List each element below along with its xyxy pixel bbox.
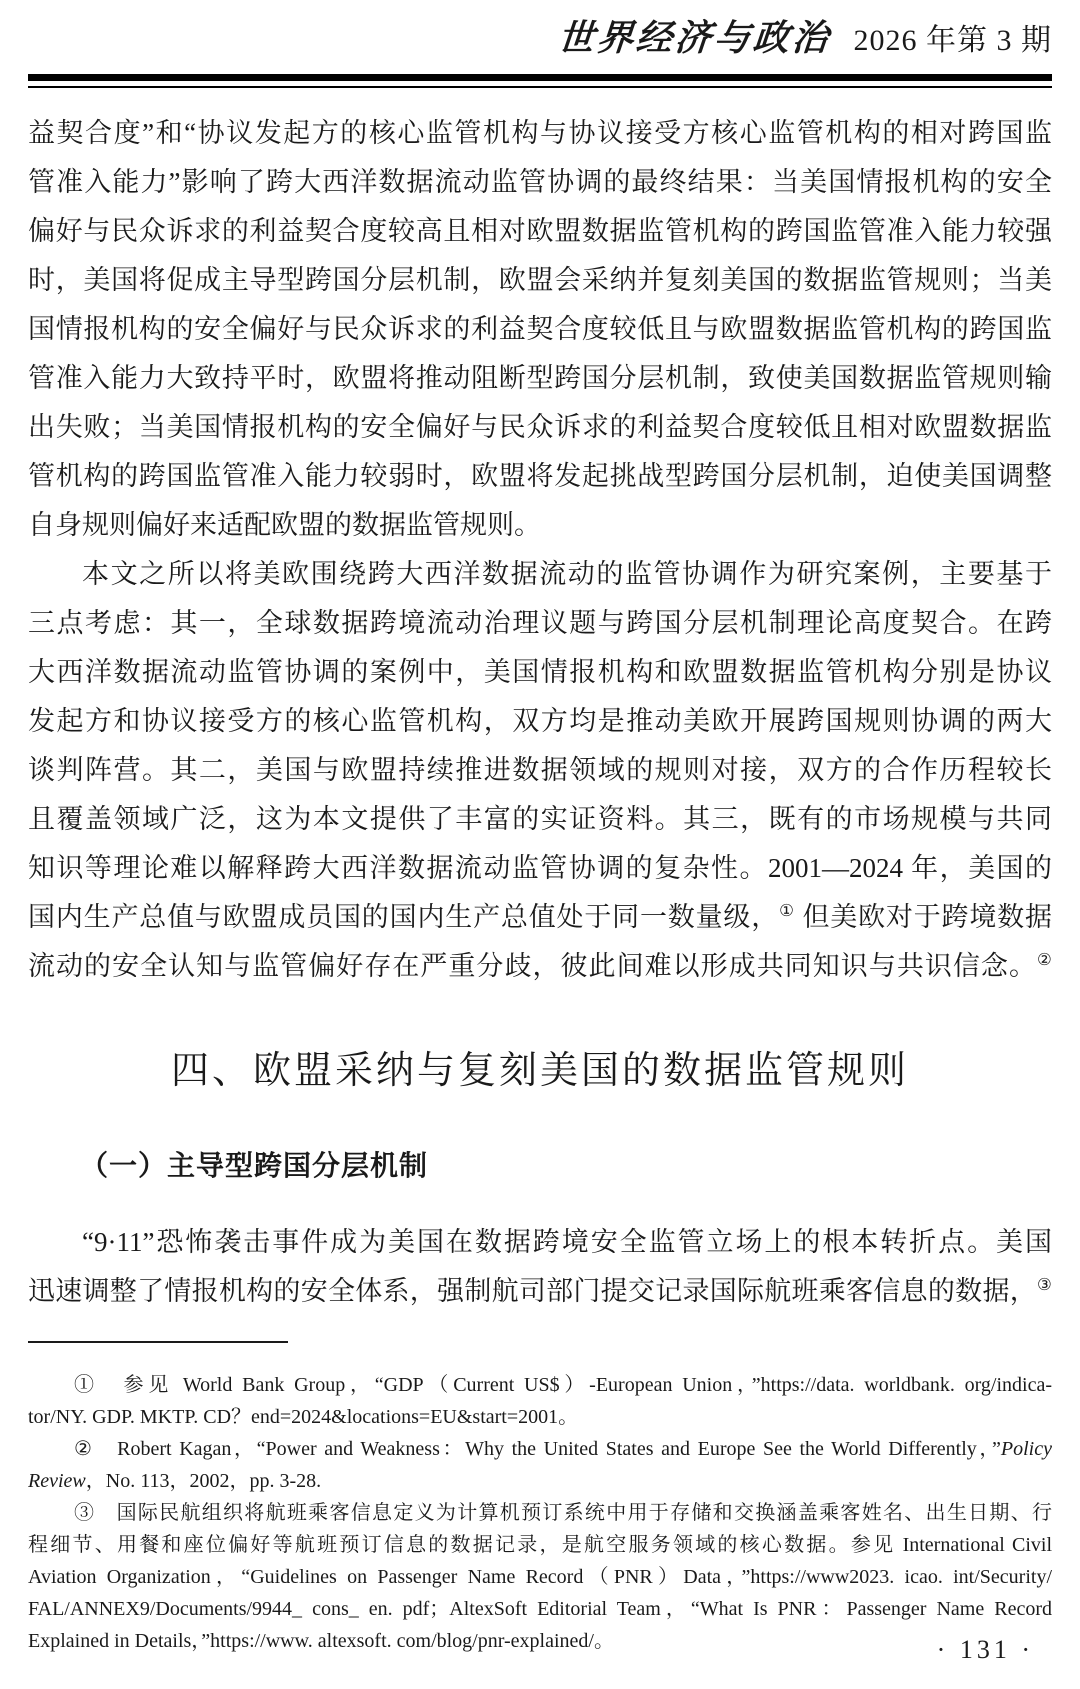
footnote-italic-text: Review (28, 1470, 86, 1492)
body-line: 时，美国将促成主导型跨国分层机制，欧盟会采纳并复刻美国的数据监管规则；当美 (28, 265, 1052, 295)
paragraph-1 (28, 109, 1052, 550)
body-line (28, 893, 1052, 942)
footnote-text: ，No. 113，2002，pp. 3-28. (85, 1470, 322, 1492)
footnote-separator (28, 1341, 288, 1343)
body-line: 管准入能力大致持平时，欧盟将推动阻断型跨国分层机制，致使美国数据监管规则输 (28, 363, 1052, 393)
issue-label: 2026 年第 3 期 (853, 24, 1052, 57)
body-text: 迅速调整了情报机构的安全体系，强制航司部门提交记录国际航班乘客信息的数据， (28, 1276, 1037, 1306)
body-line: 益契合度”和“协议发起方的核心监管机构与协议接受方核心监管机构的相对跨国监 (28, 118, 1052, 148)
body-line: 管机构的跨国监管准入能力较弱时，欧盟将发起挑战型跨国分层机制，迫使美国调整 (28, 461, 1052, 491)
body-line: 管准入能力”影响了跨大西洋数据流动监管协调的最终结果：当美国情报机构的安全 (28, 167, 1052, 197)
footnote-ref-1: ① (779, 901, 795, 920)
footnote-1-line: ① 参见 World Bank Group，“GDP（Current US$）-European Union，”https://data. worldbank. org/indica- (74, 1374, 1052, 1396)
body-line: “9·11”恐怖袭击事件成为美国在数据跨境安全监管立场上的根本转折点。美国 (82, 1227, 1052, 1257)
footnote-ref-2: ② (1036, 950, 1052, 969)
body-line: 发起方和协议接受方的核心监管机构，双方均是推动美欧开展跨国规则协调的两大 (28, 706, 1052, 736)
section-heading: 四、欧盟采纳与复刻美国的数据监管规则 (170, 1050, 909, 1092)
body-text: 但美欧对于跨境数据 (794, 902, 1052, 932)
body-line: 三点考虑：其一，全球数据跨境流动治理议题与跨国分层机制理论高度契合。在跨 (28, 608, 1052, 638)
body-line: 出失败；当美国情报机构的安全偏好与民众诉求的利益契合度较低且相对欧盟数据监 (28, 412, 1052, 442)
footnote-3-line: Aviation Organization，“Guidelines on Passenger Name Record（PNR）Data，”https://www2023. icao. int/Security/ (28, 1566, 1052, 1588)
footnote-italic-text: Policy (1000, 1438, 1052, 1460)
body-line (28, 942, 1052, 991)
body-line: 自身规则偏好来适配欧盟的数据监管规则。 (28, 510, 541, 540)
body-line: 国情报机构的安全偏好与民众诉求的利益契合度较低且与欧盟数据监管机构的跨国监 (28, 314, 1052, 344)
journal-calligraphy-logo: 世界经济与政治 (556, 18, 834, 58)
body-line: 大西洋数据流动监管协调的案例中，美国情报机构和欧盟数据监管机构分别是协议 (28, 657, 1052, 687)
footnote-3-line: Explained in Details，”https://www. altexsoft. com/blog/pnr-explained/。 (28, 1630, 614, 1652)
footnote-3-line: ③ 国际民航组织将航班乘客信息定义为计算机预订系统中用于存储和交换涵盖乘客姓名、出生日期、行 (74, 1502, 1052, 1524)
body-line: 本文之所以将美欧围绕跨大西洋数据流动的监管协调作为研究案例，主要基于 (82, 559, 1052, 589)
footnote-2-line (28, 1433, 1052, 1465)
header-rule-thin (28, 86, 1052, 88)
subsection-heading: （一）主导型跨国分层机制 (80, 1150, 429, 1181)
paragraph-3 (28, 1218, 1052, 1316)
body-line: 知识等理论难以解释跨大西洋数据流动监管协调的复杂性。2001—2024 年，美国的 (28, 853, 1052, 883)
footnote-2-line (28, 1465, 1052, 1497)
footnote-3-line: 程细节、用餐和座位偏好等航班预订信息的数据记录，是航空服务领域的核心数据。参见 International Civil (28, 1534, 1052, 1556)
body-line: 偏好与民众诉求的利益契合度较高且相对欧盟数据监管机构的跨国监管准入能力较强 (28, 216, 1052, 246)
footnote-ref-3: ③ (1036, 1275, 1052, 1294)
body-line: 且覆盖领域广泛，这为本文提供了丰富的实证资料。其三，既有的市场规模与共同 (28, 804, 1052, 834)
article-body (28, 109, 1052, 1316)
footnote-text: ② Robert Kagan，“Power and Weakness：Why the United States and Europe See the World Differently，” (74, 1438, 1001, 1460)
page-header (28, 0, 1052, 68)
footnote-3-line: FAL/ANNEX9/Documents/9944_ cons_ en. pdf；AltexSoft Editorial Team，“What Is PNR：Passenger Name Record (28, 1598, 1052, 1620)
paragraph-2 (28, 550, 1052, 991)
body-line (28, 1267, 1052, 1316)
body-line: 谈判阵营。其二，美国与欧盟持续推进数据领域的规则对接，双方的合作历程较长 (28, 755, 1052, 785)
body-text: 流动的安全认知与监管偏好存在严重分歧，彼此间难以形成共同知识与共识信念。 (28, 951, 1037, 981)
footnotes (28, 1369, 1052, 1657)
header-rule-thick (28, 74, 1052, 81)
page-number: · 131 · (936, 1635, 1034, 1664)
footnote-1-line: tor/NY. GDP. MKTP. CD？end=2024&locations=EU&start=2001。 (28, 1406, 579, 1428)
body-text: 国内生产总值与欧盟成员国的国内生产总值处于同一数量级， (28, 902, 780, 932)
